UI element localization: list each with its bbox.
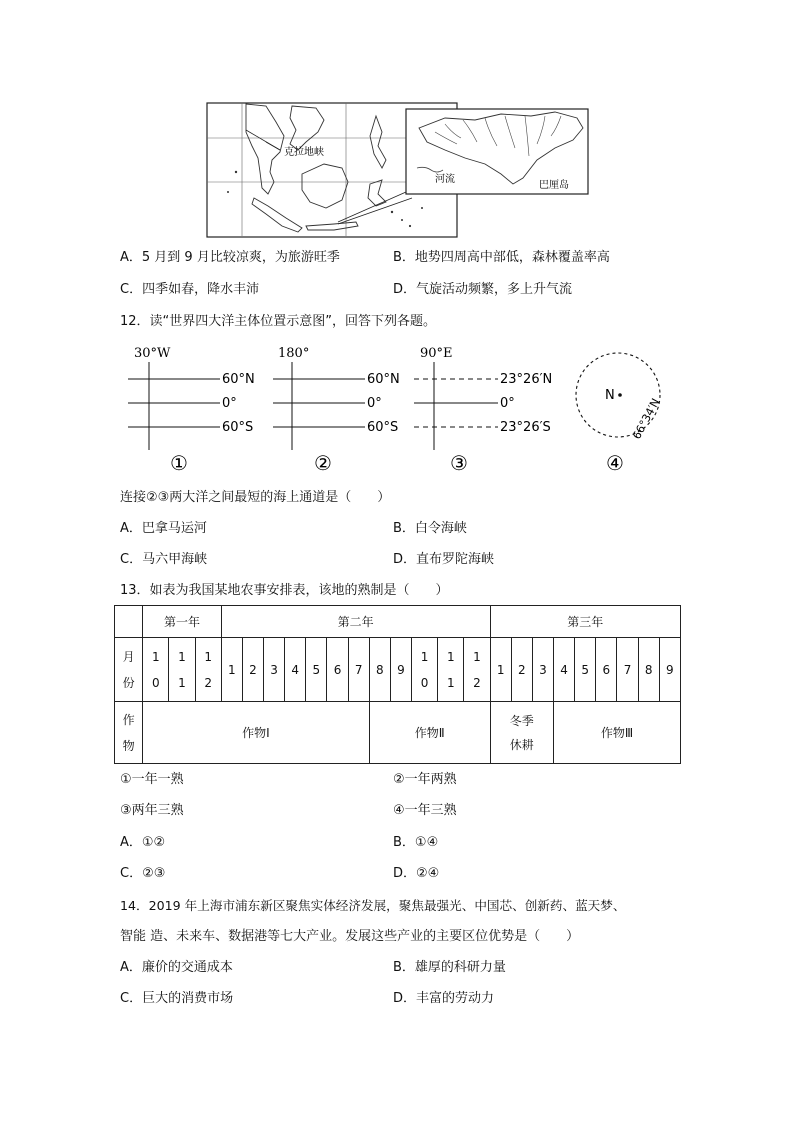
q14-option-b[interactable]: B．雄厚的科研力量 xyxy=(393,960,506,975)
diagram-3 xyxy=(414,346,552,475)
month-cell: 4 xyxy=(285,638,306,702)
d2-lat-top: 60°N xyxy=(367,372,400,387)
month-cell: 1 1 xyxy=(438,638,464,702)
month-cell: 7 xyxy=(348,638,369,702)
month-label: 月 份 xyxy=(115,638,143,702)
d4-pole: N xyxy=(605,388,615,403)
q13-option-d[interactable]: D．②④ xyxy=(393,866,440,881)
q14-stem-line1: 14．2019 年上海市浦东新区聚焦实体经济发展，聚焦最强光、中国芯、创新药、蓝天梦、 xyxy=(120,898,626,913)
crop1-cell: 作物Ⅰ xyxy=(143,702,370,764)
month-cell: 2 xyxy=(242,638,263,702)
q12-question: 连接②③两大洋之间最短的海上通道是（ ） xyxy=(120,490,391,505)
year1-header: 第一年 xyxy=(143,606,222,638)
d3-number: ③ xyxy=(450,451,468,475)
month-cell: 1 2 xyxy=(195,638,221,702)
river-label: 河流 xyxy=(435,174,455,185)
month-cell: 2 xyxy=(511,638,532,702)
q12-option-d[interactable]: D．直布罗陀海峡 xyxy=(393,552,495,567)
month-cell: 3 xyxy=(532,638,553,702)
month-cell: 4 xyxy=(554,638,575,702)
diagram-2 xyxy=(273,346,400,475)
d3-meridian: 90°E xyxy=(420,346,453,361)
d4-number: ④ xyxy=(606,451,624,475)
month-cell: 3 xyxy=(264,638,285,702)
d3-lat-top: 23°26′N xyxy=(500,372,553,387)
q13-statement-1: ①一年一熟 xyxy=(120,772,184,787)
month-cell: 1 xyxy=(221,638,242,702)
d1-lat-mid: 0° xyxy=(222,396,237,411)
d2-meridian: 180° xyxy=(278,346,310,361)
d3-lat-bot: 23°26′S xyxy=(500,420,551,435)
month-cell: 5 xyxy=(306,638,327,702)
month-cell: 8 xyxy=(638,638,659,702)
month-cell: 9 xyxy=(659,638,680,702)
crop2-cell: 作物Ⅱ xyxy=(369,702,490,764)
corner-cell xyxy=(115,606,143,638)
q13-statement-3: ③两年三熟 xyxy=(120,803,184,818)
bali-inset-map xyxy=(405,108,589,195)
month-cell: 1 2 xyxy=(464,638,490,702)
q13-option-a[interactable]: A．①② xyxy=(120,835,166,850)
island-label: 巴厘岛 xyxy=(539,180,569,191)
month-cell: 7 xyxy=(617,638,638,702)
crop3-cell: 作物Ⅲ xyxy=(554,702,681,764)
q13-statement-2: ②一年两熟 xyxy=(393,772,457,787)
q11-option-b[interactable]: B．地势四周高中部低，森林覆盖率高 xyxy=(393,250,610,265)
q12-option-c[interactable]: C．马六甲海峡 xyxy=(120,552,208,567)
d2-lat-bot: 60°S xyxy=(367,420,399,435)
d2-number: ② xyxy=(314,451,332,475)
strait-label: 克拉地峡 xyxy=(284,147,324,158)
q13-stem: 13．如表为我国某地农事安排表，该地的熟制是（ ） xyxy=(120,583,449,598)
q14-option-c[interactable]: C．巨大的消费市场 xyxy=(120,991,234,1006)
q12-stem: 12．读“世界四大洋主体位置示意图”，回答下列各题。 xyxy=(120,314,437,329)
month-cell: 9 xyxy=(390,638,411,702)
d1-number: ① xyxy=(170,451,188,475)
q13-statement-4: ④一年三熟 xyxy=(393,803,457,818)
month-cell: 1 0 xyxy=(143,638,169,702)
month-cell: 5 xyxy=(575,638,596,702)
year-row xyxy=(115,606,681,638)
diagram-4 xyxy=(576,353,662,475)
month-cell: 6 xyxy=(327,638,348,702)
d1-lat-bot: 60°S xyxy=(222,420,254,435)
q12-option-a[interactable]: A．巴拿马运河 xyxy=(120,521,207,536)
month-cell: 1 xyxy=(490,638,511,702)
month-cell: 8 xyxy=(369,638,390,702)
month-cell: 1 0 xyxy=(412,638,438,702)
d2-lat-mid: 0° xyxy=(367,396,382,411)
month-row xyxy=(115,638,681,702)
d1-lat-top: 60°N xyxy=(222,372,255,387)
crop-row xyxy=(115,702,681,764)
year3-header: 第三年 xyxy=(490,606,680,638)
month-cell: 1 1 xyxy=(169,638,195,702)
q13-option-c[interactable]: C．②③ xyxy=(120,866,166,881)
q14-stem-line2: 智能 造、未来车、数据港等七大产业。发展这些产业的主要区位优势是（ ） xyxy=(120,929,580,944)
q14-option-d[interactable]: D．丰富的劳动力 xyxy=(393,991,495,1006)
d3-lat-mid: 0° xyxy=(500,396,515,411)
diagram-1 xyxy=(128,346,255,475)
d4-circle-label: 66°34′N xyxy=(630,396,663,442)
d1-meridian: 30°W xyxy=(134,346,171,361)
year2-header: 第二年 xyxy=(221,606,490,638)
fallow-cell: 冬季 休耕 xyxy=(490,702,553,764)
q13-option-b[interactable]: B．①④ xyxy=(393,835,439,850)
crop-label: 作 物 xyxy=(115,702,143,764)
q12-option-b[interactable]: B．白令海峡 xyxy=(393,521,467,536)
ocean-diagram xyxy=(118,340,678,480)
q14-option-a[interactable]: A．廉价的交通成本 xyxy=(120,960,233,975)
q11-option-a[interactable]: A．5 月到 9 月比较凉爽，为旅游旺季 xyxy=(120,250,340,265)
month-cell: 6 xyxy=(596,638,617,702)
q11-option-c[interactable]: C．四季如春，降水丰沛 xyxy=(120,282,260,297)
q11-option-d[interactable]: D．气旋活动频繁，多上升气流 xyxy=(393,282,573,297)
farming-schedule-table xyxy=(114,605,681,764)
